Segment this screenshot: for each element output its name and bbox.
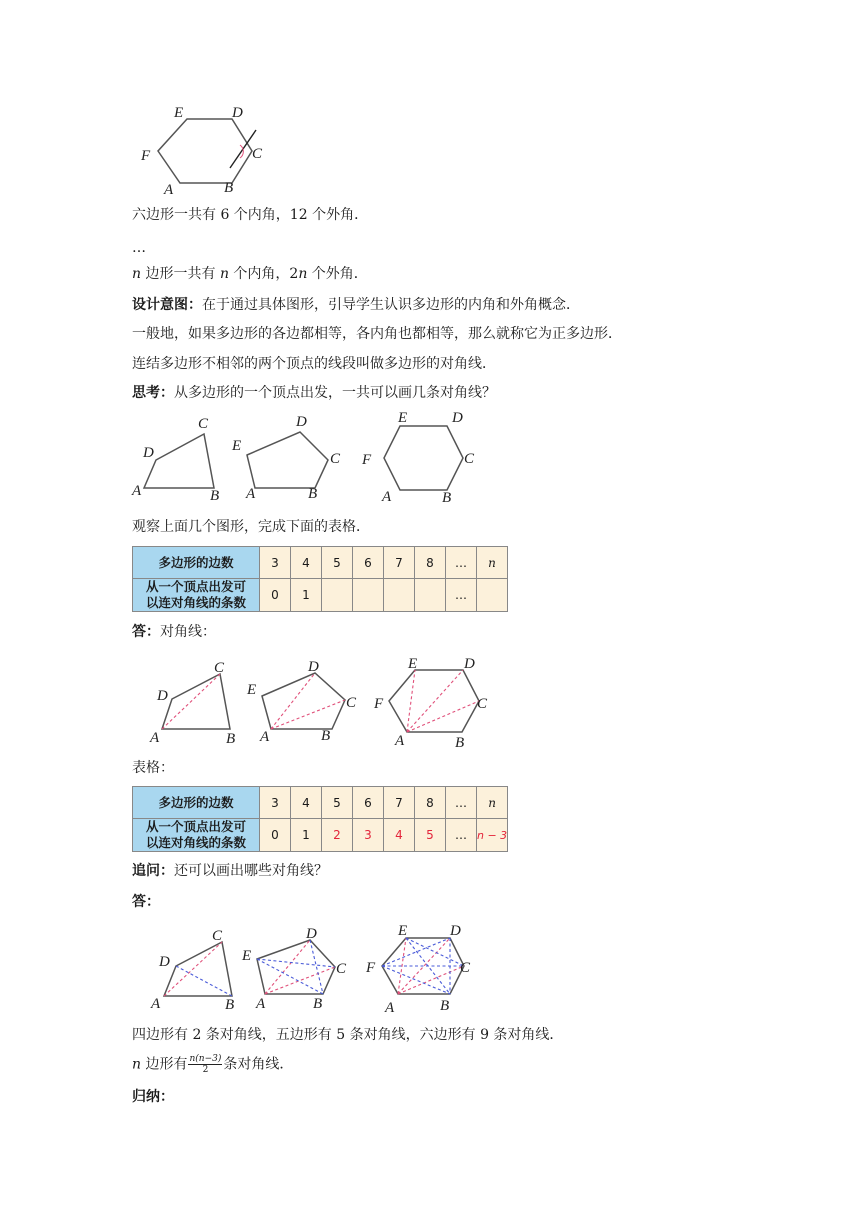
table-cell: 0 xyxy=(260,579,291,612)
table-cell: 8 xyxy=(415,547,446,579)
table-row xyxy=(133,819,508,852)
svg-text:A: A xyxy=(385,1000,395,1016)
diagonal-fraction: $\frac{n(n-3)}{2}$ xyxy=(189,1054,222,1075)
svg-text:D: D xyxy=(296,414,307,430)
answer2-label: 答： xyxy=(132,894,160,910)
hexagon-figure xyxy=(360,406,485,506)
table-cell: 3 xyxy=(353,819,384,852)
svg-text:C: C xyxy=(346,695,357,711)
quadrilateral-figure xyxy=(130,410,230,502)
n-angles-text: n 边形一共有 n 个内角，2n 个外角． xyxy=(132,266,368,282)
table-cell: … xyxy=(446,547,477,579)
table-cell: n − 3 xyxy=(477,819,508,852)
design-intent: 设计意图：在于通过具体图形，引导学生认识多边形的内角和外角概念． xyxy=(132,297,580,313)
svg-text:B: B xyxy=(225,997,235,1013)
table-header: 多边形的边数 xyxy=(133,547,260,579)
svg-text:F: F xyxy=(374,696,384,712)
svg-text:C: C xyxy=(460,960,471,976)
table-cell: … xyxy=(446,787,477,819)
table-row xyxy=(133,579,508,612)
table-header: 从一个顶点出发可 以连对角线的条数 xyxy=(133,819,260,852)
table-row xyxy=(133,547,508,579)
diagonal-counts: 四边形有 2 条对角线，五边形有 5 条对角线，六边形有 9 条对角线． xyxy=(132,1027,564,1043)
hexagon-angle-figure xyxy=(132,100,282,200)
table-label: 表格： xyxy=(132,760,174,776)
svg-text:D: D xyxy=(464,656,475,672)
diagonal-table-blank xyxy=(132,546,508,612)
table-cell: 4 xyxy=(291,547,322,579)
svg-text:A: A xyxy=(395,733,405,749)
svg-text:D: D xyxy=(143,445,154,461)
svg-text:B: B xyxy=(224,180,234,196)
table-cell: 2 xyxy=(322,819,353,852)
svg-text:B: B xyxy=(440,998,450,1014)
svg-text:C: C xyxy=(212,928,223,944)
svg-text:C: C xyxy=(464,451,475,467)
svg-text:A: A xyxy=(382,489,392,505)
table-cell: 3 xyxy=(260,547,291,579)
answer-diagonals: 答：对角线： xyxy=(132,624,216,640)
table-cell: 5 xyxy=(322,787,353,819)
table-cell: 7 xyxy=(384,547,415,579)
svg-text:D: D xyxy=(232,105,243,121)
svg-text:F: F xyxy=(141,148,151,164)
svg-text:C: C xyxy=(198,416,209,432)
observe-instruction: 观察上面几个图形，完成下面的表格． xyxy=(132,519,370,535)
svg-text:B: B xyxy=(226,731,236,747)
table-cell: 6 xyxy=(353,787,384,819)
svg-text:D: D xyxy=(452,410,463,426)
table-cell: 5 xyxy=(415,819,446,852)
pentagon-figure xyxy=(230,410,355,502)
table-cell: 1 xyxy=(291,579,322,612)
pentagon-diagonal-figure xyxy=(240,652,365,748)
svg-text:A: A xyxy=(256,996,266,1012)
svg-text:A: A xyxy=(151,996,161,1012)
table-cell: 4 xyxy=(384,819,415,852)
svg-text:E: E xyxy=(242,948,252,964)
svg-text:E: E xyxy=(408,656,418,672)
table-cell: 0 xyxy=(260,819,291,852)
svg-text:A: A xyxy=(246,486,256,502)
svg-text:E: E xyxy=(398,410,408,426)
hexagon-angles-text: 六边形一共有 6 个内角，12 个外角． xyxy=(132,207,369,223)
svg-text:C: C xyxy=(330,451,341,467)
hexagon-all-diagonals-figure xyxy=(360,920,485,1020)
table-cell: … xyxy=(446,579,477,612)
svg-text:A: A xyxy=(260,729,270,745)
svg-text:D: D xyxy=(157,688,168,704)
table-header: 多边形的边数 xyxy=(133,787,260,819)
table-cell: 7 xyxy=(384,787,415,819)
pentagon-all-diagonals-figure xyxy=(240,922,360,1014)
hexagon-diagonal-figure xyxy=(365,652,495,752)
svg-text:E: E xyxy=(398,923,408,939)
svg-text:A: A xyxy=(132,483,142,499)
svg-text:D: D xyxy=(308,659,319,675)
svg-text:D: D xyxy=(450,923,461,939)
table-cell xyxy=(322,579,353,612)
table-cell: n xyxy=(477,787,508,819)
regular-polygon-definition: 一般地，如果多边形的各边都相等，各内角也都相等，那么就称它为正多边形． xyxy=(132,326,622,342)
ellipsis-text: … xyxy=(132,240,146,256)
svg-text:E: E xyxy=(174,105,184,121)
svg-text:D: D xyxy=(159,954,170,970)
svg-text:C: C xyxy=(477,696,488,712)
svg-text:A: A xyxy=(150,730,160,746)
svg-text:B: B xyxy=(313,996,323,1012)
svg-text:B: B xyxy=(442,490,452,506)
table-header: 从一个顶点出发可 以连对角线的条数 xyxy=(133,579,260,612)
svg-text:B: B xyxy=(321,728,331,744)
svg-text:F: F xyxy=(362,452,372,468)
table-cell xyxy=(415,579,446,612)
svg-text:E: E xyxy=(232,438,242,454)
table-cell: n xyxy=(477,547,508,579)
svg-text:C: C xyxy=(336,961,347,977)
table-row xyxy=(133,787,508,819)
table-cell: 3 xyxy=(260,787,291,819)
svg-text:B: B xyxy=(210,488,220,504)
svg-text:D: D xyxy=(306,926,317,942)
table-cell xyxy=(384,579,415,612)
table-cell: 4 xyxy=(291,787,322,819)
summary-label: 归纳： xyxy=(132,1089,174,1105)
svg-text:C: C xyxy=(214,660,225,676)
think-question: 思考：从多边形的一个顶点出发，一共可以画几条对角线？ xyxy=(132,385,496,401)
diagonal-definition: 连结多边形不相邻的两个顶点的线段叫做多边形的对角线． xyxy=(132,356,496,372)
diagonal-table-filled xyxy=(132,786,508,852)
svg-text:F: F xyxy=(366,960,376,976)
quadrilateral-all-diagonals-figure xyxy=(140,922,245,1014)
svg-text:B: B xyxy=(455,735,465,751)
table-cell xyxy=(477,579,508,612)
table-cell: … xyxy=(446,819,477,852)
table-cell: 8 xyxy=(415,787,446,819)
table-cell: 5 xyxy=(322,547,353,579)
table-cell: 6 xyxy=(353,547,384,579)
followup-question: 追问：还可以画出哪些对角线？ xyxy=(132,863,328,879)
svg-text:E: E xyxy=(247,682,257,698)
svg-text:B: B xyxy=(308,486,318,502)
table-cell: 1 xyxy=(291,819,322,852)
n-diagonals-formula: n 边形有 $\frac{n(n-3)}{2}$ 条对角线． xyxy=(132,1054,294,1075)
svg-text:A: A xyxy=(164,182,174,198)
svg-text:C: C xyxy=(252,146,263,162)
quadrilateral-diagonal-figure xyxy=(140,652,245,748)
table-cell xyxy=(353,579,384,612)
